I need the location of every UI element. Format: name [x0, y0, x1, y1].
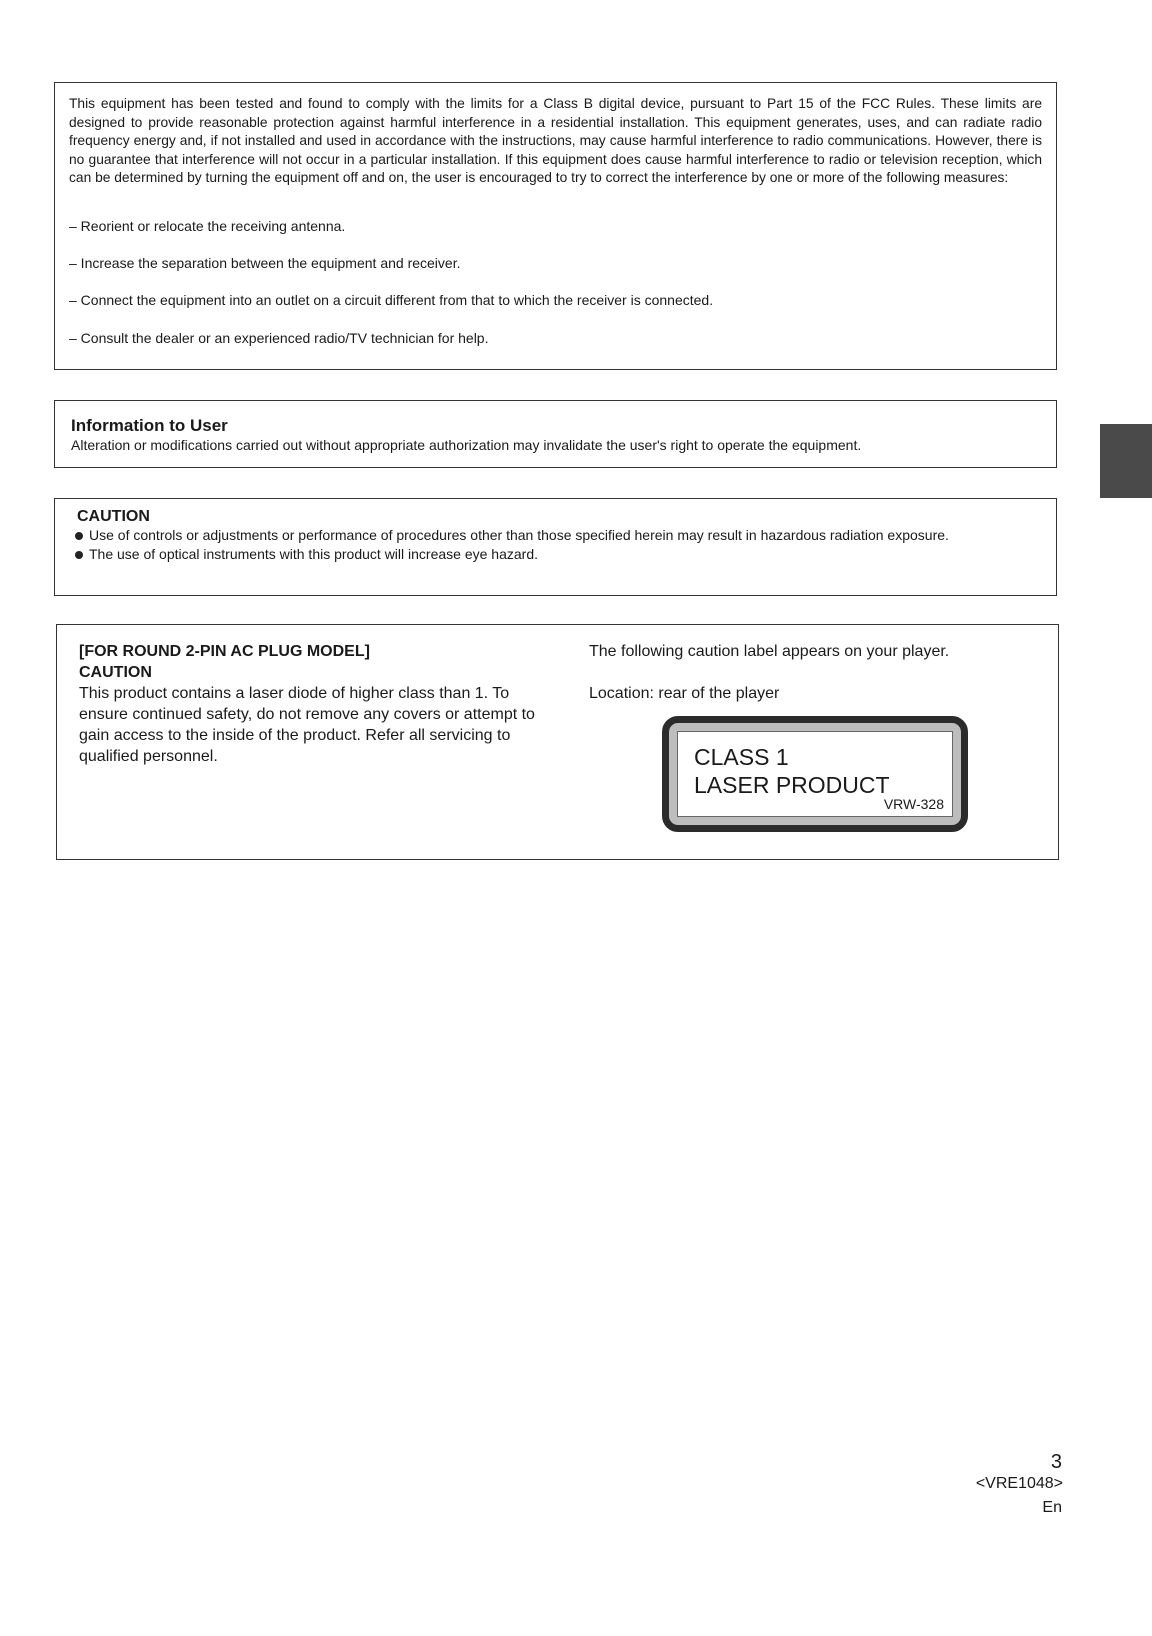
section-tab-marker: [1100, 424, 1152, 498]
information-to-user-box: [54, 400, 1057, 468]
laser-label-inner: [677, 731, 953, 817]
fcc-notice-box: [54, 82, 1057, 370]
caution-bullet: [77, 545, 1034, 564]
plug-model-body: This product contains a laser diode of higher class than 1. To ensure continued safety, do not remove any covers or attempt to gain access to the inside of the product. Refer all servicing to qualified personnel.: [79, 685, 535, 765]
page-number: 3: [1050, 1451, 1062, 1473]
information-to-user-text: Alteration or modifications carried out without appropriate authorization may invalidate the user's right to operate the equipment.: [71, 437, 862, 453]
document-code: <VRE1048>: [975, 1475, 1063, 1492]
caution-label-intro: The following caution label appears on your player.: [589, 643, 950, 660]
plug-model-caution: [79, 641, 539, 767]
fcc-paragraph: This equipment has been tested and found to comply with the limits for a Class B digital device, pursuant to Part 15 of the FCC Rules. These limits are designed to provide reasonable protection against harmful interference in a residential installation. This equipment generates, uses, and can radiate radio frequency energy and, if not installed and used in accordance with the instructions, may cause harmful interference to radio communications. However, there is no guarantee that interference will not occur in a particular installation. If this equipment does cause harmful interference to radio or television reception, which can be determined by turning the equipment off and on, the user is encouraged to try to correct the interference by one or more of the following measures:: [69, 96, 1042, 186]
bullet-dot-icon: [75, 551, 83, 559]
language-code: En: [1042, 1499, 1062, 1516]
laser-label-class: CLASS 1: [694, 744, 789, 770]
caution-title: CAUTION: [77, 508, 150, 525]
caution-box: [54, 498, 1057, 596]
caution-label-info: [589, 641, 1049, 725]
laser-label-product: LASER PRODUCT: [694, 772, 890, 798]
plug-model-heading: [FOR ROUND 2-PIN AC PLUG MODEL]: [79, 643, 370, 660]
fcc-measure-item: – Increase the separation between the equipment and receiver.: [69, 255, 461, 271]
caution-bullet-text: Use of controls or adjustments or performance of procedures other than those specified herein may result in hazardous radiation exposure.: [89, 527, 949, 543]
laser-product-label: [662, 716, 968, 832]
laser-label-code: VRW-328: [883, 796, 944, 812]
plug-model-caution-title: CAUTION: [79, 664, 152, 681]
fcc-measure-item: – Reorient or relocate the receiving antenna.: [69, 218, 346, 234]
caution-bullet-text: The use of optical instruments with this product will increase eye hazard.: [89, 546, 538, 562]
fcc-measure-item: – Consult the dealer or an experienced radio/TV technician for help.: [69, 330, 489, 346]
fcc-measure-item: – Connect the equipment into an outlet on a circuit different from that to which the receiver is connected.: [69, 292, 714, 308]
caution-bullet: [77, 526, 1034, 545]
information-to-user-title: Information to User: [71, 416, 228, 435]
caution-label-location: Location: rear of the player: [589, 685, 780, 702]
bullet-dot-icon: [75, 532, 83, 540]
